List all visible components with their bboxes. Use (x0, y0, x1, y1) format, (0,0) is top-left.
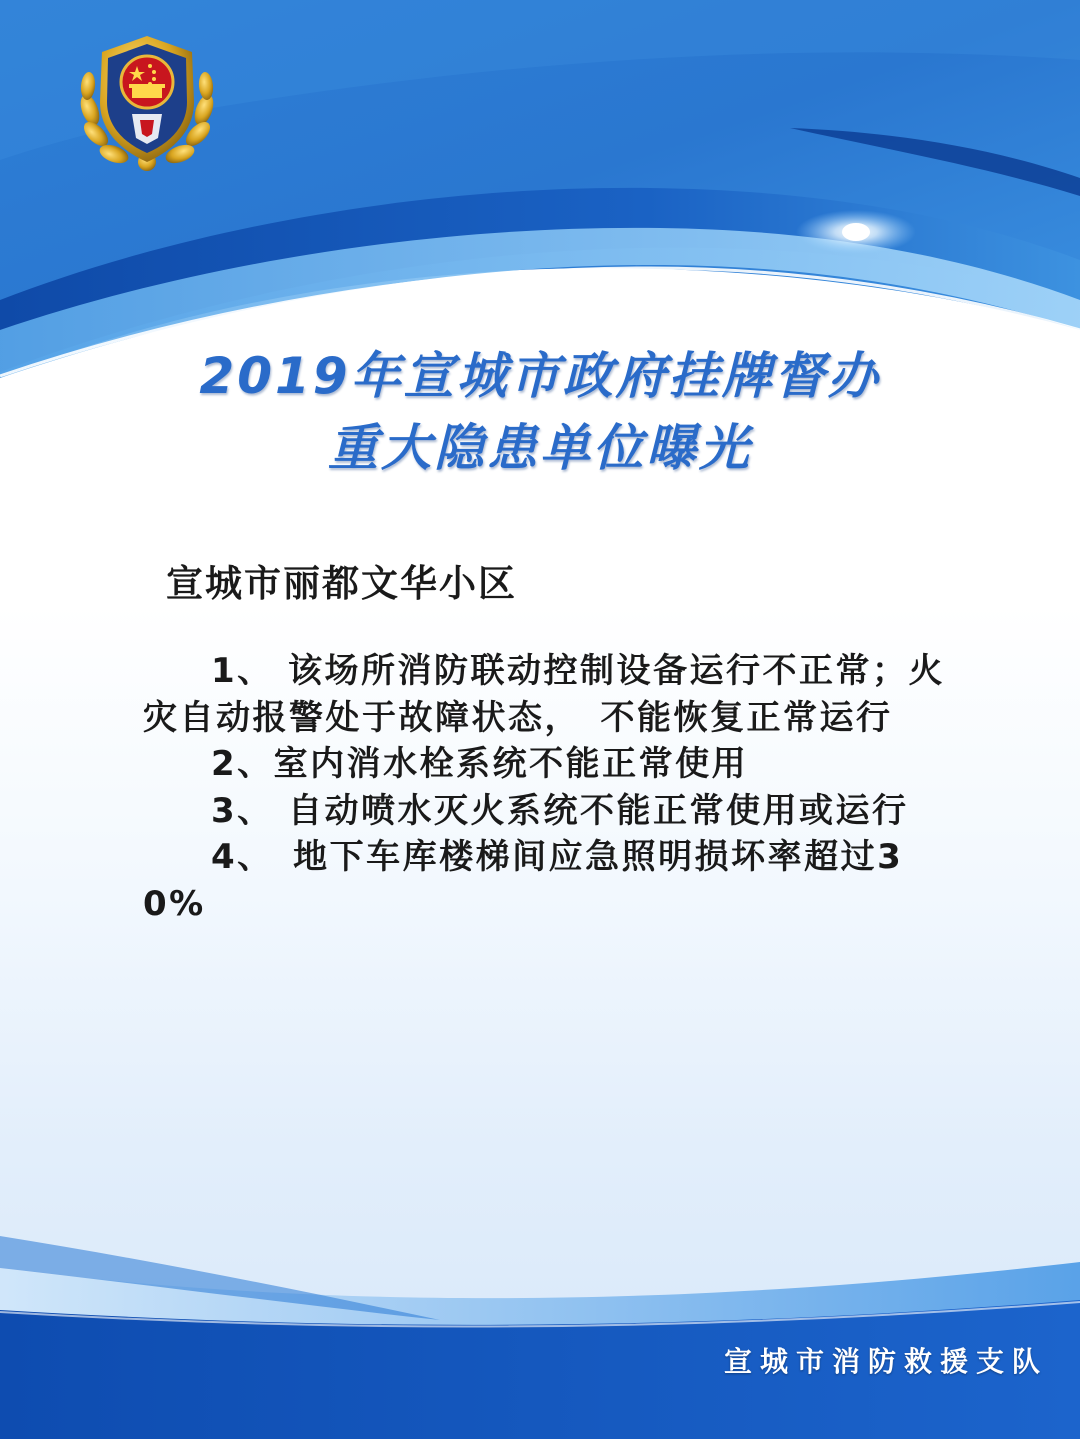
title-line-2: 重大隐患单位曝光 (328, 419, 752, 477)
issue-item-3: 3、 自动喷水灭火系统不能正常使用或运行 (211, 790, 909, 831)
issue-item-2: 2、室内消水栓系统不能正常使用 (211, 744, 749, 784)
footer-organization: 宣城市消防救援支队 (723, 1345, 1048, 1378)
fire-rescue-emblem-icon (74, 30, 220, 176)
issue-item-4: 4、 地下车库楼梯间应急照明损坏率超过30% (143, 837, 904, 924)
issue-list (143, 648, 958, 927)
unit-name: 宣城市丽都文华小区 (166, 562, 517, 605)
issue-item-1: 1、 该场所消防联动控制设备运行不正常；火灾自动报警处于故障状态， 不能恢复正常运行 (143, 651, 945, 738)
title-line-1: 2019年宣城市政府挂牌督办 (199, 347, 881, 405)
